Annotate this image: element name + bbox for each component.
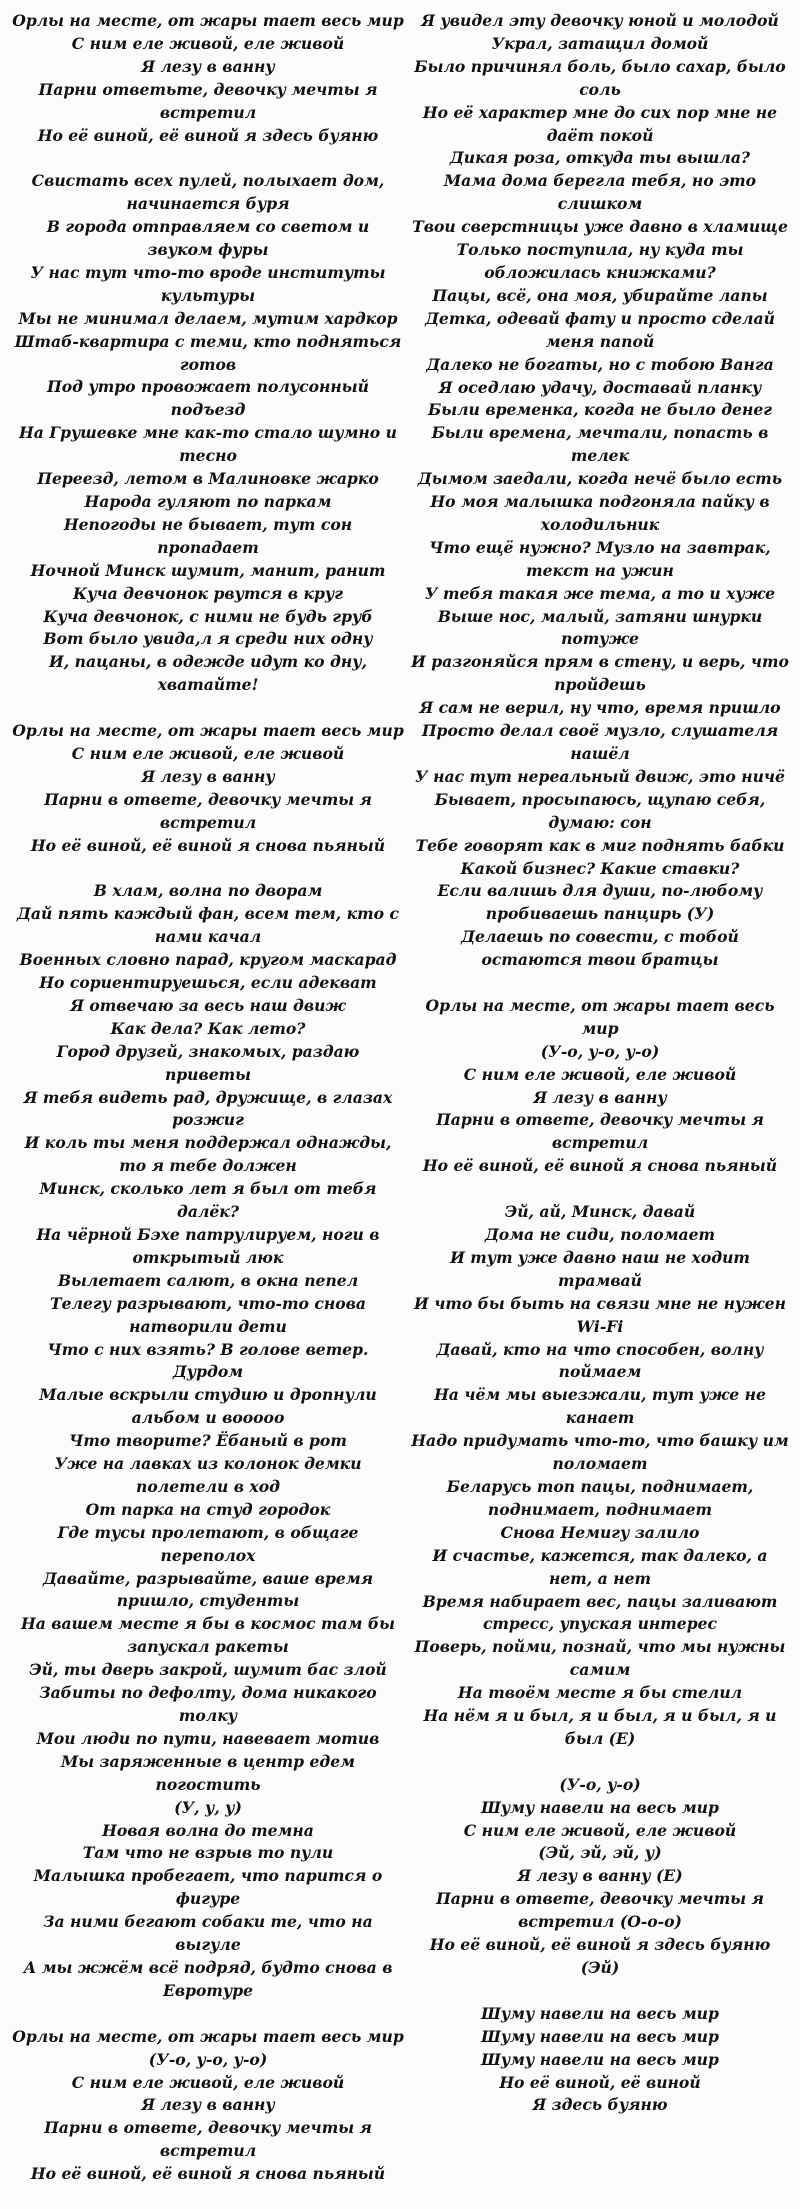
lyric-line: Какой бизнес? Какие ставки? [460, 858, 740, 878]
lyric-line: Украл, затащил домой [491, 33, 709, 53]
lyric-line: На Грушевке мне как-то стало шумно и тесно [19, 423, 397, 466]
lyric-line: Куча девчонок, с ними не будь груб [43, 606, 373, 626]
lyric-line: Свистать всех пулей, полыхает дом, начинается буря [31, 171, 385, 214]
lyric-line: Мои люди по пути, навевает мотив [36, 1728, 380, 1748]
lyric-line: С ним еле живой, еле живой [71, 2072, 345, 2092]
lyric-line: Орлы на месте, от жары тает весь мир [12, 2026, 404, 2046]
lyric-line: С ним еле живой, еле живой [463, 1064, 737, 1084]
lyric-line: На нём я и был, я и был, я и был, я и был (Е) [423, 1706, 777, 1748]
lyric-line: Куча девчонок рвутся в круг [72, 583, 344, 603]
lyric-line: Телегу разрывают, что-то снова натворили дети [50, 1293, 366, 1336]
lyric-line: Парни в ответе, девочку мечты я встретил [44, 2118, 372, 2161]
lyric-line: Там что не взрыв то пули [82, 1843, 334, 1863]
lyric-line: Я оседлаю удачу, доставай планку [438, 377, 762, 397]
lyric-line: Снова Немигу залило [500, 1522, 700, 1542]
lyric-line: Где тусы пролетают, в общаге переполох [57, 1522, 359, 1565]
stanza [410, 10, 790, 972]
stanza [12, 170, 404, 697]
lyric-line: Если валишь для души, по-любому пробиваешь панцирь (У) [437, 881, 763, 924]
lyrics-left-column [12, 10, 404, 2209]
lyric-line: Время набирает вес, пацы заливают стресс, упуская интерес [422, 1591, 778, 1634]
lyric-line: Но моя малышка подгоняла пайку в холодильник [430, 492, 770, 534]
lyric-line: Дай пять каждый фан, всем тем, кто с нами качал [17, 904, 399, 947]
lyric-line: Мы заряженные в центр едем погостить [61, 1751, 355, 1794]
lyric-line: Выше нос, малый, затяни шнурки потуже [437, 606, 763, 649]
lyric-line: Но её виной, её виной я здесь буяню [37, 125, 379, 145]
lyric-line: Делаешь по совести, с тобой остаются твои братцы [461, 927, 739, 970]
lyric-line: Дикая роза, откуда ты вышла? [449, 148, 751, 168]
lyric-line: (У-о, у-о) [559, 1774, 641, 1794]
lyric-line: С ним еле живой, еле живой [463, 1820, 737, 1840]
lyric-line: Только поступила, ну куда ты обложилась книжками? [456, 240, 744, 282]
lyric-line: (У, у, у) [174, 1797, 242, 1817]
lyric-line: Но её виной, её виной я снова пьяный [422, 1156, 778, 1176]
lyric-line: Дома не сиди, поломает [484, 1225, 716, 1244]
lyric-line: Но её виной, её виной я снова пьяный [30, 835, 386, 855]
stanza [12, 2026, 404, 2186]
lyric-line: Я лезу в ванну [141, 2095, 275, 2115]
lyrics-right-column [410, 10, 790, 2140]
lyric-line: Тебе говорят как в миг поднять бабки [415, 835, 785, 855]
lyric-line: Эй, ай, Минск, давай [504, 1202, 696, 1222]
lyric-line: И тут уже давно наш не ходит трамвай [450, 1247, 750, 1290]
lyric-line: Вот было увида,л я среди них одну [43, 629, 373, 649]
lyric-line: Но её виной, её виной я снова пьяный [30, 2164, 386, 2184]
lyric-line: Забиты по дефолту, дома никакого толку [39, 1683, 377, 1726]
lyric-line: Я лезу в ванну [533, 1087, 667, 1107]
lyric-line: Детка, одевай фату и просто сделай меня папой [425, 308, 775, 351]
lyric-line: Были времена, мечтали, попасть в телек [431, 423, 769, 466]
lyric-line: Я лезу в ванну [141, 56, 275, 76]
lyric-line: Новая волна до темна [102, 1820, 314, 1840]
lyric-line: За ними бегают собаки те, что на выгуле [43, 1912, 373, 1955]
lyric-line: Штаб-квартира с теми, кто подняться готов [14, 331, 402, 374]
lyric-line: Но её характер мне до сих пор мне не даёт покой [422, 102, 778, 145]
lyric-line: На чём мы выезжали, тут уже не канает [434, 1385, 766, 1428]
lyric-line: А мы жжём всё подряд, будто снова в Евротуре [23, 1957, 393, 2000]
lyric-line: Непогоды не бывает, тут сон пропадает [63, 514, 353, 557]
lyric-line: Бывает, просыпаюсь, щупаю себя, думаю: сон [434, 789, 766, 832]
lyric-line: Орлы на месте, от жары тает весь мир [12, 11, 404, 30]
lyric-line: Шуму навели на весь мир [481, 2003, 719, 2023]
lyric-line: (У-о, у-о, у-о) [148, 2049, 268, 2069]
lyric-line: Твои сверстницы уже давно в хламище [412, 217, 788, 237]
stanza [410, 1201, 790, 1751]
lyric-line: Что ещё нужно? Музло на завтрак, текст на ужин [429, 537, 771, 580]
lyric-line: Я здесь буяню [532, 2095, 668, 2115]
lyric-line: На чёрной Бэхе патрулируем, ноги в открытый люк [36, 1224, 380, 1267]
stanza [12, 880, 404, 2002]
lyric-line: Было причинял боль, было сахар, было соль [414, 56, 786, 99]
lyric-line: У тебя такая же тема, а то и хуже [424, 583, 776, 603]
lyric-line: Я отвечаю за весь наш движ [70, 995, 346, 1015]
lyric-line: Давайте, разрывайте, ваше время пришло, студенты [42, 1568, 374, 1611]
lyric-line: И, пацаны, в одежде идут ко дну, хватайте! [49, 652, 367, 695]
stanza [12, 10, 404, 147]
lyric-line: Парни в ответе, девочку мечты я встретил [436, 1110, 764, 1153]
lyric-line: Переезд, летом в Малиновке жарко [37, 469, 379, 489]
lyric-line: Что с них взять? В голове ветер. Дурдом [47, 1339, 369, 1382]
lyric-line: На вашем месте я бы в космос там бы запускал ракеты [20, 1614, 396, 1657]
stanza [410, 995, 790, 1178]
lyric-line: Мама дома берегла тебя, но это слишком [443, 171, 757, 214]
lyric-line: Надо придумать что-то, что башку им поломает [411, 1431, 789, 1474]
lyric-line: Поверь, пойми, познай, что мы нужны самим [414, 1637, 786, 1680]
lyric-line: Малышка пробегает, что парится о фигуре [33, 1866, 383, 1909]
lyric-line: Эй, ты дверь закрой, шумит бас злой [29, 1660, 387, 1680]
lyric-line: Минск, сколько лет я был от тебя далёк? [39, 1179, 377, 1222]
lyric-line: Мы не минимал делаем, мутим хардкор [18, 308, 398, 328]
lyric-line: На твоём месте я бы стелил [457, 1683, 743, 1703]
lyric-line: (Эй, эй, эй, у) [538, 1843, 662, 1863]
lyric-line: Военных словно парад, кругом маскарад [19, 950, 397, 970]
lyric-line: Были временка, когда не было денег [427, 400, 773, 420]
lyric-line: От парка на студ городок [85, 1499, 331, 1519]
lyric-line: Пацы, всё, она моя, убирайте лапы [432, 285, 768, 305]
lyric-line: Шуму навели на весь мир [481, 2026, 719, 2046]
lyric-line: Я тебя видеть рад, дружище, в глазах розжиг [23, 1087, 393, 1130]
lyric-line: Я лезу в ванну [141, 766, 275, 786]
lyric-line: Парни в ответе, девочку мечты я встретил (О-о-о) [436, 1889, 764, 1932]
lyric-line: Шуму навели на весь мир [481, 1797, 719, 1817]
lyric-line: Орлы на месте, от жары тает весь мир [425, 995, 775, 1038]
lyric-line: И счастье, кажется, так далеко, а нет, а нет [432, 1545, 768, 1588]
lyric-line: Я увидел эту девочку юной и молодой [421, 11, 779, 30]
lyric-line: У нас тут нереальный движ, это ничё [415, 766, 785, 786]
lyric-line: (У-о, у-о, у-о) [540, 1041, 660, 1061]
lyric-line: Уже на лавках из колонок демки полетели в ход [54, 1454, 362, 1496]
lyric-line: В хлам, волна по дворам [93, 881, 323, 901]
lyric-line: С ним еле живой, еле живой [71, 743, 345, 763]
lyric-line: И разгоняйся прям в стену, и верь, что пройдешь [411, 652, 789, 695]
stanza [12, 720, 404, 857]
lyric-line: Я сам не верил, ну что, время пришло [419, 698, 781, 718]
lyric-line: Но её виной, её виной [499, 2072, 701, 2092]
stanza [410, 2003, 790, 2118]
lyric-line: Просто делал своё музло, слушателя нашёл [421, 721, 779, 763]
lyric-line: И коль ты меня поддержал однажды, то я тебе должен [24, 1133, 392, 1176]
lyric-line: Далеко не богаты, но с тобою Ванга [426, 354, 774, 374]
lyric-line: Город друзей, знакомых, раздаю приветы [56, 1041, 360, 1084]
lyric-line: Беларусь топ пацы, поднимает, поднимает, поднимает [446, 1476, 754, 1519]
lyric-line: У нас тут что-то вроде институты культуры [30, 262, 386, 305]
stanza [410, 1774, 790, 1980]
lyric-line: Как дела? Как лето? [110, 1018, 306, 1038]
lyric-line: Но её виной, её виной я здесь буяню (Эй) [429, 1935, 771, 1977]
lyric-line: Народа гуляют по паркам [84, 492, 332, 512]
lyric-line: Орлы на месте, от жары тает весь мир [12, 721, 404, 741]
lyric-line: Вылетает салют, в окна пепел [57, 1270, 359, 1290]
lyric-line: Парни в ответе, девочку мечты я встретил [44, 789, 372, 832]
lyric-line: Парни ответьте, девочку мечты я встретил [38, 79, 378, 122]
lyric-line: Под утро провожает полусонный подъезд [47, 377, 369, 420]
lyric-line: И что бы быть на связи мне не нужен Wi-Fi [414, 1293, 786, 1336]
lyric-line: Малые вскрыли студию и дропнули альбом и вооооо [39, 1385, 377, 1428]
lyric-line: С ним еле живой, еле живой [71, 33, 345, 53]
lyric-line: Ночной Минск шумит, манит, ранит [30, 560, 386, 580]
lyric-line: Что творите? Ёбаный в рот [69, 1431, 347, 1451]
lyric-line: Но сориентируешься, если адекват [39, 973, 377, 993]
lyric-line: Давай, кто на что способен, волну поймаем [436, 1339, 764, 1382]
lyric-line: Шуму навели на весь мир [481, 2049, 719, 2069]
lyric-line: Я лезу в ванну (Е) [517, 1866, 683, 1886]
lyric-line: Дымом заедали, когда нечё было есть [417, 469, 783, 489]
lyric-line: В города отправляем со светом и звуком фуры [46, 217, 370, 260]
